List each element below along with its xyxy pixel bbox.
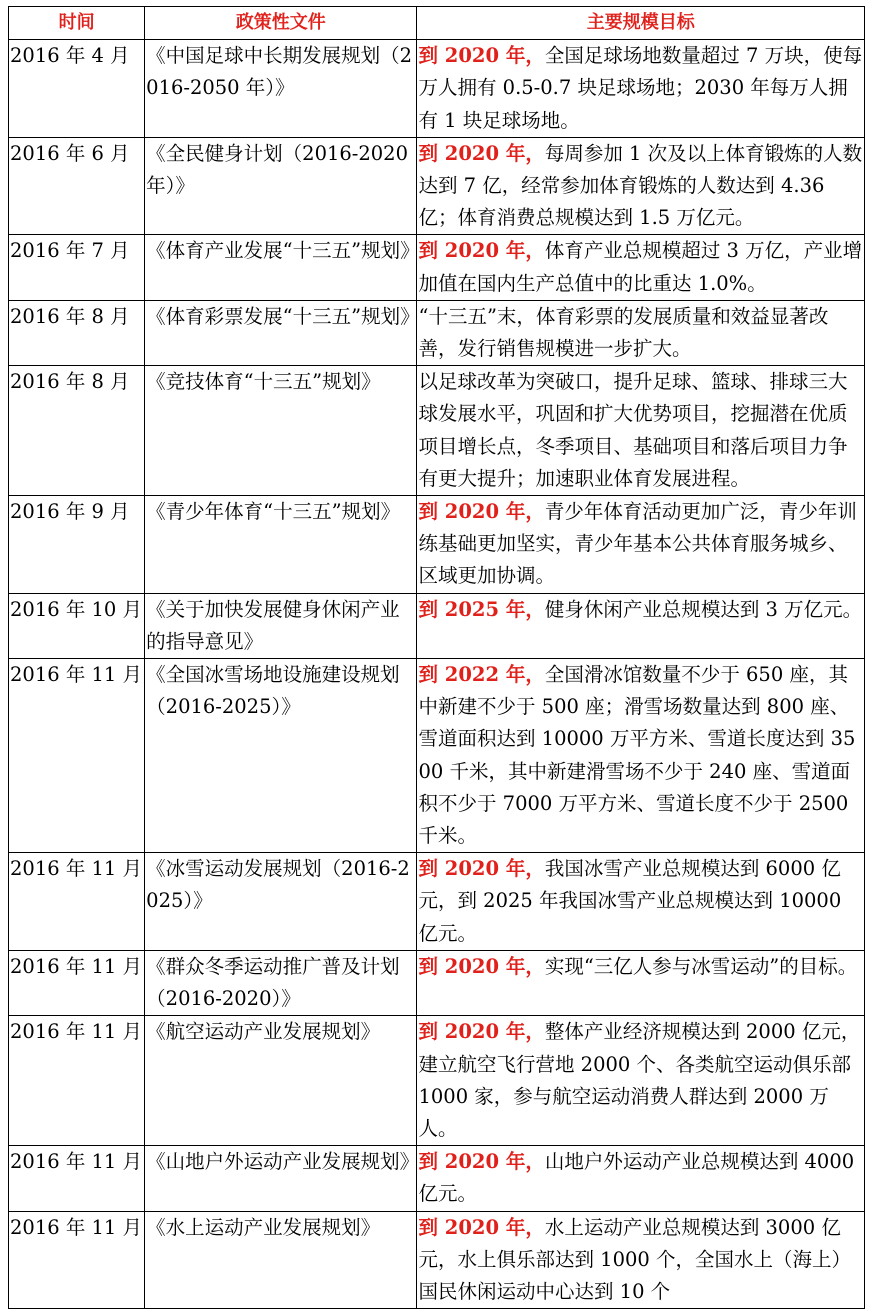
goal-text: 青少年体育活动更加广泛，青少年训练基础更加坚实，青少年基本公共体育服务城乡、区域更加协调。 <box>418 500 857 588</box>
cell-time: 2016 年 4 月 <box>9 40 145 138</box>
cell-time: 2016 年 11 月 <box>9 1146 145 1211</box>
table-row <box>9 853 865 951</box>
goal-text: 全国足球场地数量超过 7 万块，使每万人拥有 0.5-0.7 块足球场地；2030 年每万人拥有 1 块足球场地。 <box>418 44 863 132</box>
goal-year-prefix: 到 2020 年， <box>418 1150 545 1174</box>
cell-document: 《山地户外运动产业发展规划》 <box>145 1146 417 1211</box>
goal-text: 全国滑冰馆数量不少于 650 座，其中新建不少于 500 座；滑雪场数量达到 800 座、雪道面积达到 10000 万平方米、雪道长度达到 3500 千米，其中新建滑雪场不少于 240 座、雪道面积不少于 7000 万平方米、雪道长度不少于 2500 千米。 <box>418 663 856 848</box>
goal-year-prefix: 到 2020 年， <box>418 954 545 978</box>
goal-text: 山地户外运动产业总规模达到 4000 亿元。 <box>418 1150 855 1206</box>
cell-goal <box>417 137 865 235</box>
table-row <box>9 137 865 235</box>
table-row <box>9 1146 865 1211</box>
table-row <box>9 366 865 496</box>
header-row <box>9 7 865 40</box>
cell-document: 《群众冬季运动推广普及计划（2016-2020）》 <box>145 950 417 1015</box>
header-goal: 主要规模目标 <box>417 7 865 40</box>
goal-text: 实现“三亿人参与冰雪运动”的目标。 <box>544 954 858 978</box>
cell-document: 《中国足球中长期发展规划（2016-2050 年）》 <box>145 40 417 138</box>
cell-time: 2016 年 7 月 <box>9 235 145 300</box>
goal-year-prefix: 到 2025 年， <box>418 597 545 621</box>
goal-text: 健身休闲产业总规模达到 3 万亿元。 <box>544 597 863 621</box>
cell-goal <box>417 235 865 300</box>
cell-goal <box>417 1016 865 1146</box>
cell-goal <box>417 496 865 594</box>
table-row <box>9 1211 865 1309</box>
cell-goal <box>417 1211 865 1309</box>
cell-goal <box>417 950 865 1015</box>
goal-year-prefix: 到 2020 年， <box>418 857 545 881</box>
goal-year-prefix: 到 2020 年， <box>418 1020 545 1044</box>
goal-year-prefix: 到 2022 年， <box>418 663 545 687</box>
cell-time: 2016 年 11 月 <box>9 1211 145 1309</box>
cell-time: 2016 年 9 月 <box>9 496 145 594</box>
cell-goal <box>417 300 865 365</box>
cell-document: 《关于加快发展健身休闲产业的指导意见》 <box>145 593 417 658</box>
goal-year-prefix: 到 2020 年， <box>418 239 545 263</box>
cell-document: 《体育产业发展“十三五”规划》 <box>145 235 417 300</box>
table-row <box>9 950 865 1015</box>
cell-time: 2016 年 8 月 <box>9 366 145 496</box>
goal-text: “十三五”末，体育彩票的发展质量和效益显著改善，发行销售规模进一步扩大。 <box>418 304 829 361</box>
table-row <box>9 300 865 365</box>
header-time: 时间 <box>9 7 145 40</box>
goal-text: 以足球改革为突破口，提升足球、篮球、排球三大球发展水平，巩固和扩大优势项目，挖掘潜在优质项目增长点，冬季项目、基础项目和落后项目力争有更大提升；加速职业体育发展进程。 <box>418 370 848 490</box>
table-row <box>9 1016 865 1146</box>
cell-time: 2016 年 11 月 <box>9 659 145 853</box>
goal-text: 我国冰雪产业总规模达到 6000 亿元，到 2025 年我国冰雪产业总规模达到 10000 亿元。 <box>418 857 842 945</box>
policy-table <box>8 6 865 1309</box>
cell-time: 2016 年 8 月 <box>9 300 145 365</box>
goal-year-prefix: 到 2020 年， <box>418 44 545 68</box>
cell-document: 《全国冰雪场地设施建设规划（2016-2025）》 <box>145 659 417 853</box>
cell-goal <box>417 40 865 138</box>
cell-document: 《体育彩票发展“十三五”规划》 <box>145 300 417 365</box>
cell-time: 2016 年 10 月 <box>9 593 145 658</box>
cell-document: 《航空运动产业发展规划》 <box>145 1016 417 1146</box>
table-row <box>9 235 865 300</box>
cell-document: 《全民健身计划（2016-2020 年）》 <box>145 137 417 235</box>
goal-text: 整体产业经济规模达到 2000 亿元，建立航空飞行营地 2000 个、各类航空运动俱乐部 1000 家，参与航空运动消费人群达到 2000 万人。 <box>418 1020 861 1140</box>
cell-goal <box>417 366 865 496</box>
cell-goal <box>417 659 865 853</box>
cell-time: 2016 年 11 月 <box>9 1016 145 1146</box>
goal-year-prefix: 到 2020 年， <box>418 1215 545 1239</box>
goal-text: 体育产业总规模超过 3 万亿，产业增加值在国内生产总值中的比重达 1.0%。 <box>418 239 863 295</box>
goal-year-prefix: 到 2020 年， <box>418 500 545 524</box>
goal-text: 每周参加 1 次及以上体育锻炼的人数达到 7 亿，经常参加体育锻炼的人数达到 4.36 亿；体育消费总规模达到 1.5 万亿元。 <box>418 141 863 230</box>
goal-text: 水上运动产业总规模达到 3000 亿元，水上俱乐部达到 1000 个，全国水上（海上）国民休闲运动中心达到 10 个 <box>418 1215 851 1303</box>
cell-time: 2016 年 6 月 <box>9 137 145 235</box>
table-row <box>9 659 865 853</box>
cell-time: 2016 年 11 月 <box>9 950 145 1015</box>
header-document: 政策性文件 <box>145 7 417 40</box>
cell-document: 《水上运动产业发展规划》 <box>145 1211 417 1309</box>
cell-document: 《青少年体育“十三五”规划》 <box>145 496 417 594</box>
cell-goal <box>417 593 865 658</box>
table-row <box>9 593 865 658</box>
cell-document: 《冰雪运动发展规划（2016-2025）》 <box>145 853 417 951</box>
table-row <box>9 496 865 594</box>
cell-goal <box>417 1146 865 1211</box>
cell-goal <box>417 853 865 951</box>
table-body <box>9 40 865 1309</box>
goal-year-prefix: 到 2020 年， <box>418 141 545 165</box>
cell-document: 《竞技体育“十三五”规划》 <box>145 366 417 496</box>
cell-time: 2016 年 11 月 <box>9 853 145 951</box>
table-row <box>9 40 865 138</box>
